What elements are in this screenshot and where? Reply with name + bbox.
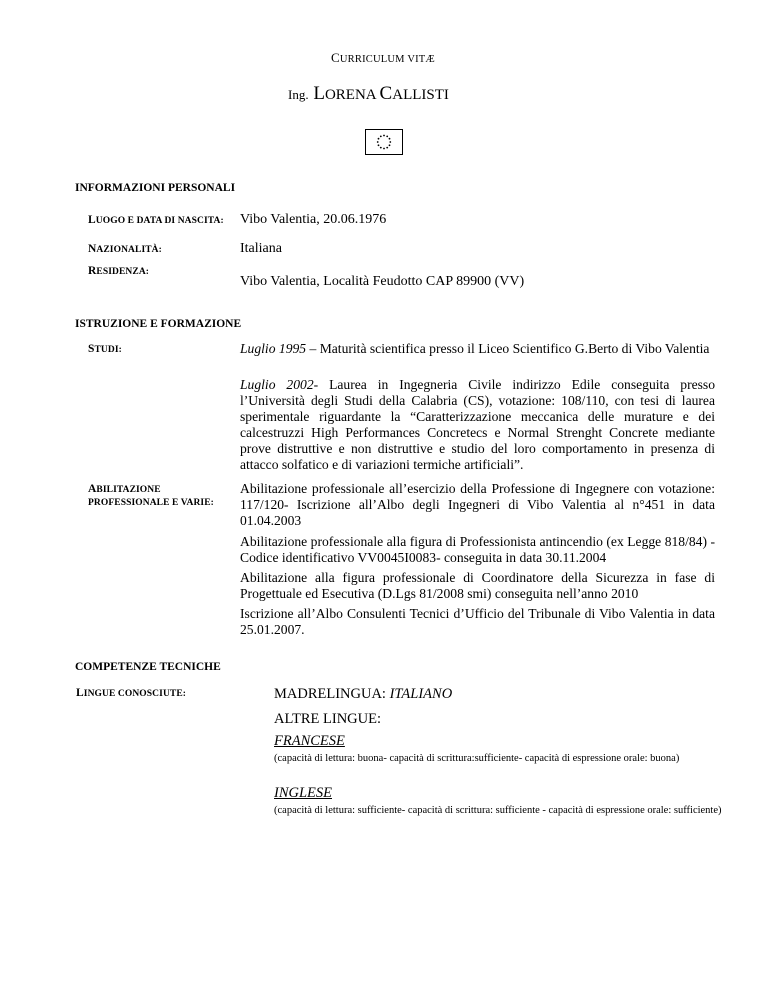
languages-label: LINGUE CONOSCIUTE: <box>76 687 187 699</box>
qualification-safety-coordinator: Abilitazione alla figura professionale di Coordinatore della Sicurezza in fase di Progettuale ed Esecutiva (D.Lgs 81/2008 smi) conseguita nell’anno 2010 <box>240 570 715 601</box>
qualification-engineer: Abilitazione professionale all’esercizio della Professione di Ingegnere con votazione: 117/120- Iscrizione all’Albo degli Ingegneri di Vibo Valentia al n°451 in data 01.04.2003 <box>240 481 715 528</box>
studies-label: STUDI: <box>88 343 122 355</box>
french-detail: (capacità di lettura: buona- capacità di scrittura:sufficiente- capacità di espressione orale: buona) <box>274 753 680 764</box>
birth-label: LUOGO E DATA DI NASCITA: <box>88 214 224 226</box>
qualification-ctu-register: Iscrizione all’Albo Consulenti Tecnici d’Ufficio del Tribunale di Vibo Valentia in data 25.01.2007. <box>240 606 715 637</box>
residence-value: Vibo Valentia, Località Feudotto CAP 89900 (VV) <box>240 274 525 289</box>
english-detail: (capacità di lettura: sufficiente- capacità di scrittura: sufficiente - capacità di espressione orale: sufficiente) <box>274 805 722 816</box>
residence-label: RESIDENZA: <box>88 265 150 277</box>
section-heading-skills: COMPETENZE TECNICHE <box>75 661 221 673</box>
study-entry-1995: Luglio 1995 – Maturità scientifica presso il Liceo Scientifico G.Berto di Vibo Valentia <box>240 341 710 356</box>
eu-flag-icon <box>365 129 403 155</box>
section-heading-education: ISTRUZIONE E FORMAZIONE <box>75 318 242 330</box>
qualification-fire-safety: Abilitazione professionale alla figura di Professionista antincendio (ex Legge 818/84) - Codice identificativo VV0045I0083- conseguita in data 30.11.2004 <box>240 534 715 565</box>
birth-value: Vibo Valentia, 20.06.1976 <box>240 212 387 227</box>
language-french: FRANCESE <box>274 733 345 749</box>
mother-tongue: MADRELINGUA: ITALIANO <box>274 686 453 702</box>
document-title: CURRICULUM VITÆ <box>331 50 435 65</box>
language-english: INGLESE <box>274 785 332 801</box>
other-languages-label: ALTRE LINGUE: <box>274 711 381 727</box>
nationality-label: NAZIONALITÀ: <box>88 243 162 255</box>
nationality-value: Italiana <box>240 241 282 256</box>
eu-stars-icon <box>366 130 402 154</box>
qualifications-label: ABILITAZIONE PROFESSIONALE E VARIE: <box>88 483 214 508</box>
study-entry-2002: Luglio 2002- Laurea in Ingegneria Civile indirizzo Edile conseguita presso l’Università degli Studi della Calabria (CS), votazione: 108/110, con tesi di laurea sperimentale riguardante la “Caratterizzazione meccanica delle murature e dei calcestruzzi High Performances Concretecs e Normal Strenght Concrete mediante prove distruttive e non distruttive e studio del loro comportamento in presenza di attacco solfatico e di variazioni termiche artificiali”. <box>240 377 716 472</box>
person-name: Ing. LORENA CALLISTI <box>288 83 449 104</box>
section-heading-personal: INFORMAZIONI PERSONALI <box>75 182 236 194</box>
